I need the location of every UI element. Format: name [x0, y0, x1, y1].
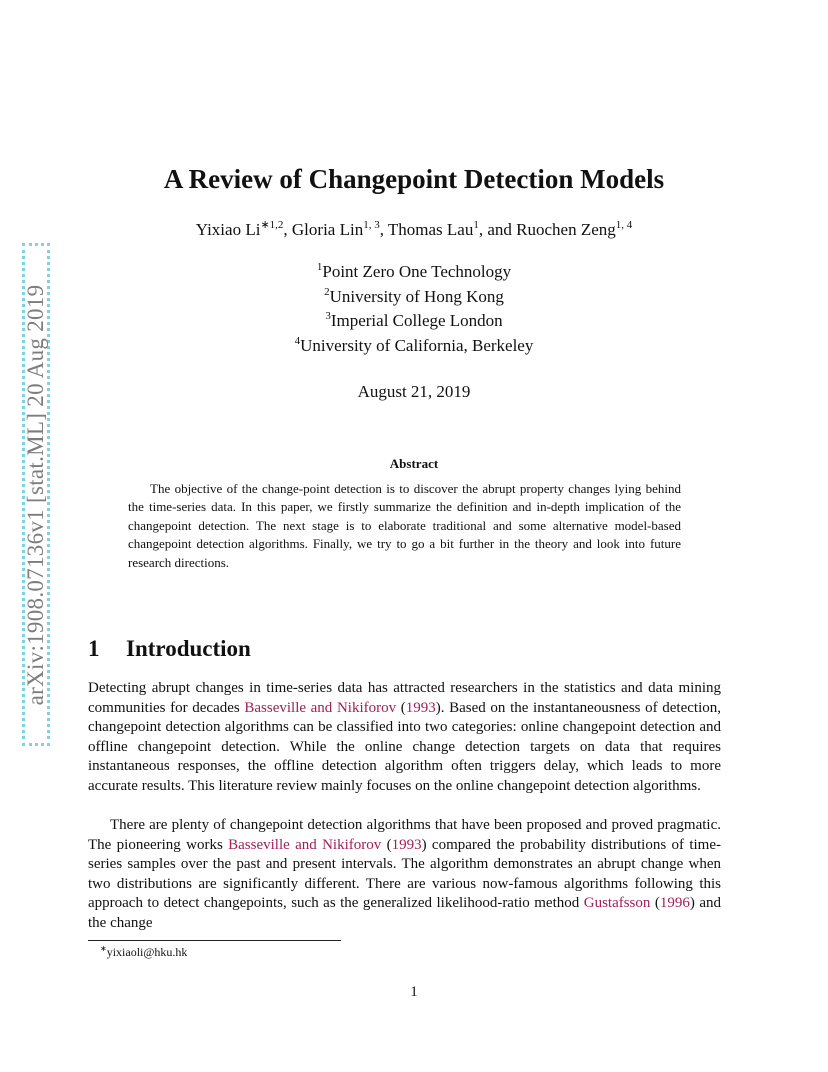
citation-year-link[interactable]: 1993	[405, 699, 436, 716]
author-affil-sup: 1, 3	[363, 219, 380, 231]
section-title: Introduction	[126, 636, 251, 661]
intro-paragraph-2: There are plenty of changepoint detection algorithms that have been proposed and proved pragmatic. The pioneering works Basseville and Nikiforov (1993) compared the probability distributions of time-series samples over the past and present intervals. The algorithm demonstrates an abrupt change when two distributions are significantly different. There are various now-famous algorithms following this approach to detect changepoints, such as the generalized likelihood-ratio method Gustafsson (1996) and the change	[88, 817, 721, 931]
intro-paragraph-1: Detecting abrupt changes in time-series data has attracted researchers in the statistics and data mining communities for decades Basseville and Nikiforov (1993). Based on the instantaneousness of detection, changepoint detection algorithms can be classified into two categories: online changepoint detection and offline changepoint detection. While the online change detection targets on data that requires instantaneous responses, the offline detection algorithm often triggers delay, which leads to more accurate results. This literature review mainly focuses on the online changepoint detection algorithms.	[88, 680, 721, 794]
abstract-text: The objective of the change-point detection is to discover the abrupt property changes lying behind the time-series data. In this paper, we firstly summarize the definition and in-depth implication of the changepoint detection. The next stage is to elaborate traditional and some alternative model-based changepoint detection algorithms. Finally, we try to go a bit further in the theory and look into future research directions.	[128, 481, 681, 570]
author-name: Yixiao Li	[195, 220, 261, 239]
citation-link[interactable]: Basseville and Nikiforov	[228, 836, 382, 853]
author-name: Gloria Lin	[291, 220, 364, 239]
abstract-heading: Abstract	[389, 456, 439, 471]
footnote	[100, 945, 187, 960]
author-affil-sup: ∗1,2	[260, 219, 284, 231]
affiliation: $^4$University of California, Berkeley	[294, 334, 534, 355]
citation-year-link[interactable]: 1996	[659, 895, 690, 912]
footnote-email: yixiaoli@hku.hk	[106, 945, 188, 959]
author-name: Thomas Lau	[387, 220, 474, 239]
affiliation: $^2$University of Hong Kong	[324, 285, 504, 306]
footnote-rule	[88, 940, 341, 941]
author-affil-sup: 1, 4	[615, 219, 633, 231]
citation-year-link[interactable]: 1993	[391, 836, 422, 853]
page-number: 1	[410, 984, 418, 1000]
paper-date: August 21, 2019	[357, 382, 471, 401]
citation-link[interactable]: Gustafsson	[583, 895, 651, 912]
affiliation: $^3$Imperial College London	[325, 310, 503, 330]
author-name: Ruochen Zeng	[516, 220, 616, 239]
affiliation: $^1$Point Zero One Technology	[316, 261, 512, 281]
affiliation-list	[0, 260, 828, 358]
arxiv-stamp-text: arXiv:1908.07136v1 [stat.ML] 20 Aug 2019	[23, 284, 48, 705]
paper-title: A Review of Changepoint Detection Models	[163, 164, 665, 194]
author-affil-sup: 1	[473, 219, 479, 231]
section-number: 1	[88, 636, 100, 661]
footnote-mark: ∗	[100, 944, 107, 953]
section-heading	[88, 636, 251, 662]
author-list: Yixiao $Li^{∗1,2}$, Gloria Lin$^{1, 3}$, Thomas Lau$^1$, and Ruochen Zeng$^{1, 4}$	[195, 219, 633, 239]
citation-link[interactable]: Basseville and Nikiforov	[244, 699, 397, 716]
